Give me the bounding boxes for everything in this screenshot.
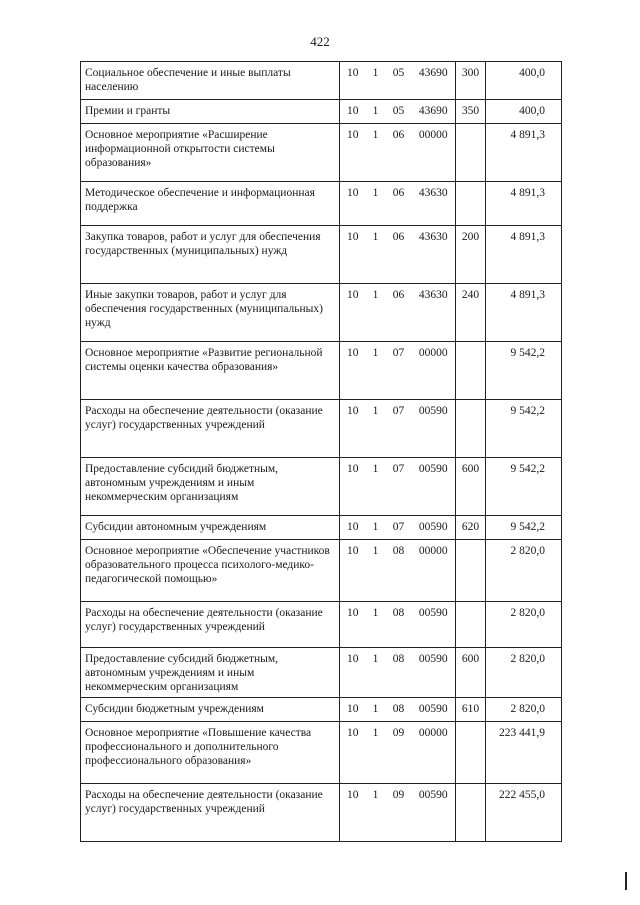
page-number: 422 — [310, 34, 330, 49]
section-code-cell: 10 — [340, 540, 366, 602]
expense-type-cell: 200 — [456, 226, 486, 284]
section-code-cell: 10 — [340, 784, 366, 842]
direction-code-cell: 00000 — [412, 124, 456, 182]
expense-type-cell: 300 — [456, 62, 486, 100]
table-row — [81, 400, 562, 458]
program-code-cell: 1 — [366, 648, 386, 698]
section-code-cell: 10 — [340, 602, 366, 648]
budget-table-body — [81, 62, 562, 842]
subprogram-code-cell: 08 — [386, 648, 412, 698]
item-name-cell: Основное мероприятие «Расширение информационной открытости системы образования» — [81, 124, 340, 182]
table-row — [81, 648, 562, 698]
amount-cell: 4 891,3 — [486, 226, 562, 284]
item-name-cell: Социальное обеспечение и иные выплаты населению — [81, 62, 340, 100]
table-row — [81, 458, 562, 516]
expense-type-cell — [456, 400, 486, 458]
program-code-cell: 1 — [366, 722, 386, 784]
expense-type-cell — [456, 182, 486, 226]
program-code-cell: 1 — [366, 100, 386, 124]
table-row — [81, 124, 562, 182]
expense-type-cell — [456, 602, 486, 648]
program-code-cell: 1 — [366, 540, 386, 602]
program-code-cell: 1 — [366, 400, 386, 458]
program-code-cell: 1 — [366, 182, 386, 226]
direction-code-cell: 00590 — [412, 648, 456, 698]
item-name-cell: Основное мероприятие «Развитие региональной системы оценки качества образования» — [81, 342, 340, 400]
program-code-cell: 1 — [366, 226, 386, 284]
subprogram-code-cell: 07 — [386, 458, 412, 516]
expense-type-cell — [456, 540, 486, 602]
item-name-cell: Основное мероприятие «Повышение качества профессионального и дополнительного профессионального образования» — [81, 722, 340, 784]
table-row — [81, 540, 562, 602]
table-row — [81, 602, 562, 648]
expense-type-cell: 600 — [456, 458, 486, 516]
program-code-cell: 1 — [366, 516, 386, 540]
amount-cell: 9 542,2 — [486, 342, 562, 400]
subprogram-code-cell: 09 — [386, 784, 412, 842]
direction-code-cell: 43630 — [412, 182, 456, 226]
subprogram-code-cell: 08 — [386, 698, 412, 722]
expense-type-cell: 620 — [456, 516, 486, 540]
amount-cell: 9 542,2 — [486, 458, 562, 516]
subprogram-code-cell: 08 — [386, 540, 412, 602]
section-code-cell: 10 — [340, 100, 366, 124]
subprogram-code-cell: 07 — [386, 516, 412, 540]
section-code-cell: 10 — [340, 458, 366, 516]
expense-type-cell: 600 — [456, 648, 486, 698]
direction-code-cell: 43630 — [412, 226, 456, 284]
amount-cell: 400,0 — [486, 100, 562, 124]
amount-cell: 2 820,0 — [486, 648, 562, 698]
amount-cell: 4 891,3 — [486, 284, 562, 342]
section-code-cell: 10 — [340, 400, 366, 458]
amount-cell: 222 455,0 — [486, 784, 562, 842]
table-row — [81, 100, 562, 124]
subprogram-code-cell: 06 — [386, 124, 412, 182]
program-code-cell: 1 — [366, 342, 386, 400]
program-code-cell: 1 — [366, 698, 386, 722]
direction-code-cell: 00000 — [412, 722, 456, 784]
amount-cell: 2 820,0 — [486, 698, 562, 722]
table-row — [81, 516, 562, 540]
item-name-cell: Предоставление субсидий бюджетным, автономным учреждениям и иным некоммерческим организациям — [81, 458, 340, 516]
section-code-cell: 10 — [340, 698, 366, 722]
direction-code-cell: 43630 — [412, 284, 456, 342]
direction-code-cell: 00590 — [412, 400, 456, 458]
amount-cell: 4 891,3 — [486, 124, 562, 182]
program-code-cell: 1 — [366, 124, 386, 182]
direction-code-cell: 00000 — [412, 342, 456, 400]
amount-cell: 223 441,9 — [486, 722, 562, 784]
direction-code-cell: 43690 — [412, 62, 456, 100]
item-name-cell: Закупка товаров, работ и услуг для обеспечения государственных (муниципальных) нужд — [81, 226, 340, 284]
amount-cell: 4 891,3 — [486, 182, 562, 226]
direction-code-cell: 00590 — [412, 458, 456, 516]
table-row — [81, 784, 562, 842]
amount-cell: 9 542,2 — [486, 516, 562, 540]
expense-type-cell: 350 — [456, 100, 486, 124]
subprogram-code-cell: 07 — [386, 342, 412, 400]
table-row — [81, 698, 562, 722]
section-code-cell: 10 — [340, 124, 366, 182]
expense-type-cell — [456, 722, 486, 784]
section-code-cell: 10 — [340, 284, 366, 342]
item-name-cell: Предоставление субсидий бюджетным, автономным учреждениям и иным некоммерческим организациям — [81, 648, 340, 698]
amount-cell: 400,0 — [486, 62, 562, 100]
subprogram-code-cell: 05 — [386, 62, 412, 100]
table-row — [81, 182, 562, 226]
program-code-cell: 1 — [366, 784, 386, 842]
table-row — [81, 226, 562, 284]
item-name-cell: Основное мероприятие «Обеспечение участников образовательного процесса психолого-медико-педагогической помощью» — [81, 540, 340, 602]
subprogram-code-cell: 06 — [386, 284, 412, 342]
item-name-cell: Расходы на обеспечение деятельности (оказание услуг) государственных учреждений — [81, 784, 340, 842]
amount-cell: 2 820,0 — [486, 602, 562, 648]
direction-code-cell: 43690 — [412, 100, 456, 124]
section-code-cell: 10 — [340, 722, 366, 784]
subprogram-code-cell: 06 — [386, 182, 412, 226]
table-row — [81, 342, 562, 400]
expense-type-cell: 610 — [456, 698, 486, 722]
item-name-cell: Методическое обеспечение и информационная поддержка — [81, 182, 340, 226]
section-code-cell: 10 — [340, 62, 366, 100]
direction-code-cell: 00000 — [412, 540, 456, 602]
subprogram-code-cell: 06 — [386, 226, 412, 284]
amount-cell: 9 542,2 — [486, 400, 562, 458]
subprogram-code-cell: 07 — [386, 400, 412, 458]
page-edge-mark — [625, 872, 627, 890]
program-code-cell: 1 — [366, 458, 386, 516]
expense-type-cell: 240 — [456, 284, 486, 342]
section-code-cell: 10 — [340, 226, 366, 284]
section-code-cell: 10 — [340, 342, 366, 400]
table-row — [81, 722, 562, 784]
budget-table — [80, 61, 562, 842]
section-code-cell: 10 — [340, 516, 366, 540]
table-row — [81, 62, 562, 100]
amount-cell: 2 820,0 — [486, 540, 562, 602]
item-name-cell: Субсидии автономным учреждениям — [81, 516, 340, 540]
direction-code-cell: 00590 — [412, 698, 456, 722]
item-name-cell: Субсидии бюджетным учреждениям — [81, 698, 340, 722]
expense-type-cell — [456, 124, 486, 182]
item-name-cell: Иные закупки товаров, работ и услуг для обеспечения государственных (муниципальных) нужд — [81, 284, 340, 342]
section-code-cell: 10 — [340, 182, 366, 226]
subprogram-code-cell: 09 — [386, 722, 412, 784]
section-code-cell: 10 — [340, 648, 366, 698]
expense-type-cell — [456, 342, 486, 400]
subprogram-code-cell: 08 — [386, 602, 412, 648]
item-name-cell: Премии и гранты — [81, 100, 340, 124]
item-name-cell: Расходы на обеспечение деятельности (оказание услуг) государственных учреждений — [81, 602, 340, 648]
direction-code-cell: 00590 — [412, 602, 456, 648]
program-code-cell: 1 — [366, 284, 386, 342]
direction-code-cell: 00590 — [412, 516, 456, 540]
subprogram-code-cell: 05 — [386, 100, 412, 124]
table-row — [81, 284, 562, 342]
program-code-cell: 1 — [366, 62, 386, 100]
direction-code-cell: 00590 — [412, 784, 456, 842]
expense-type-cell — [456, 784, 486, 842]
item-name-cell: Расходы на обеспечение деятельности (оказание услуг) государственных учреждений — [81, 400, 340, 458]
program-code-cell: 1 — [366, 602, 386, 648]
